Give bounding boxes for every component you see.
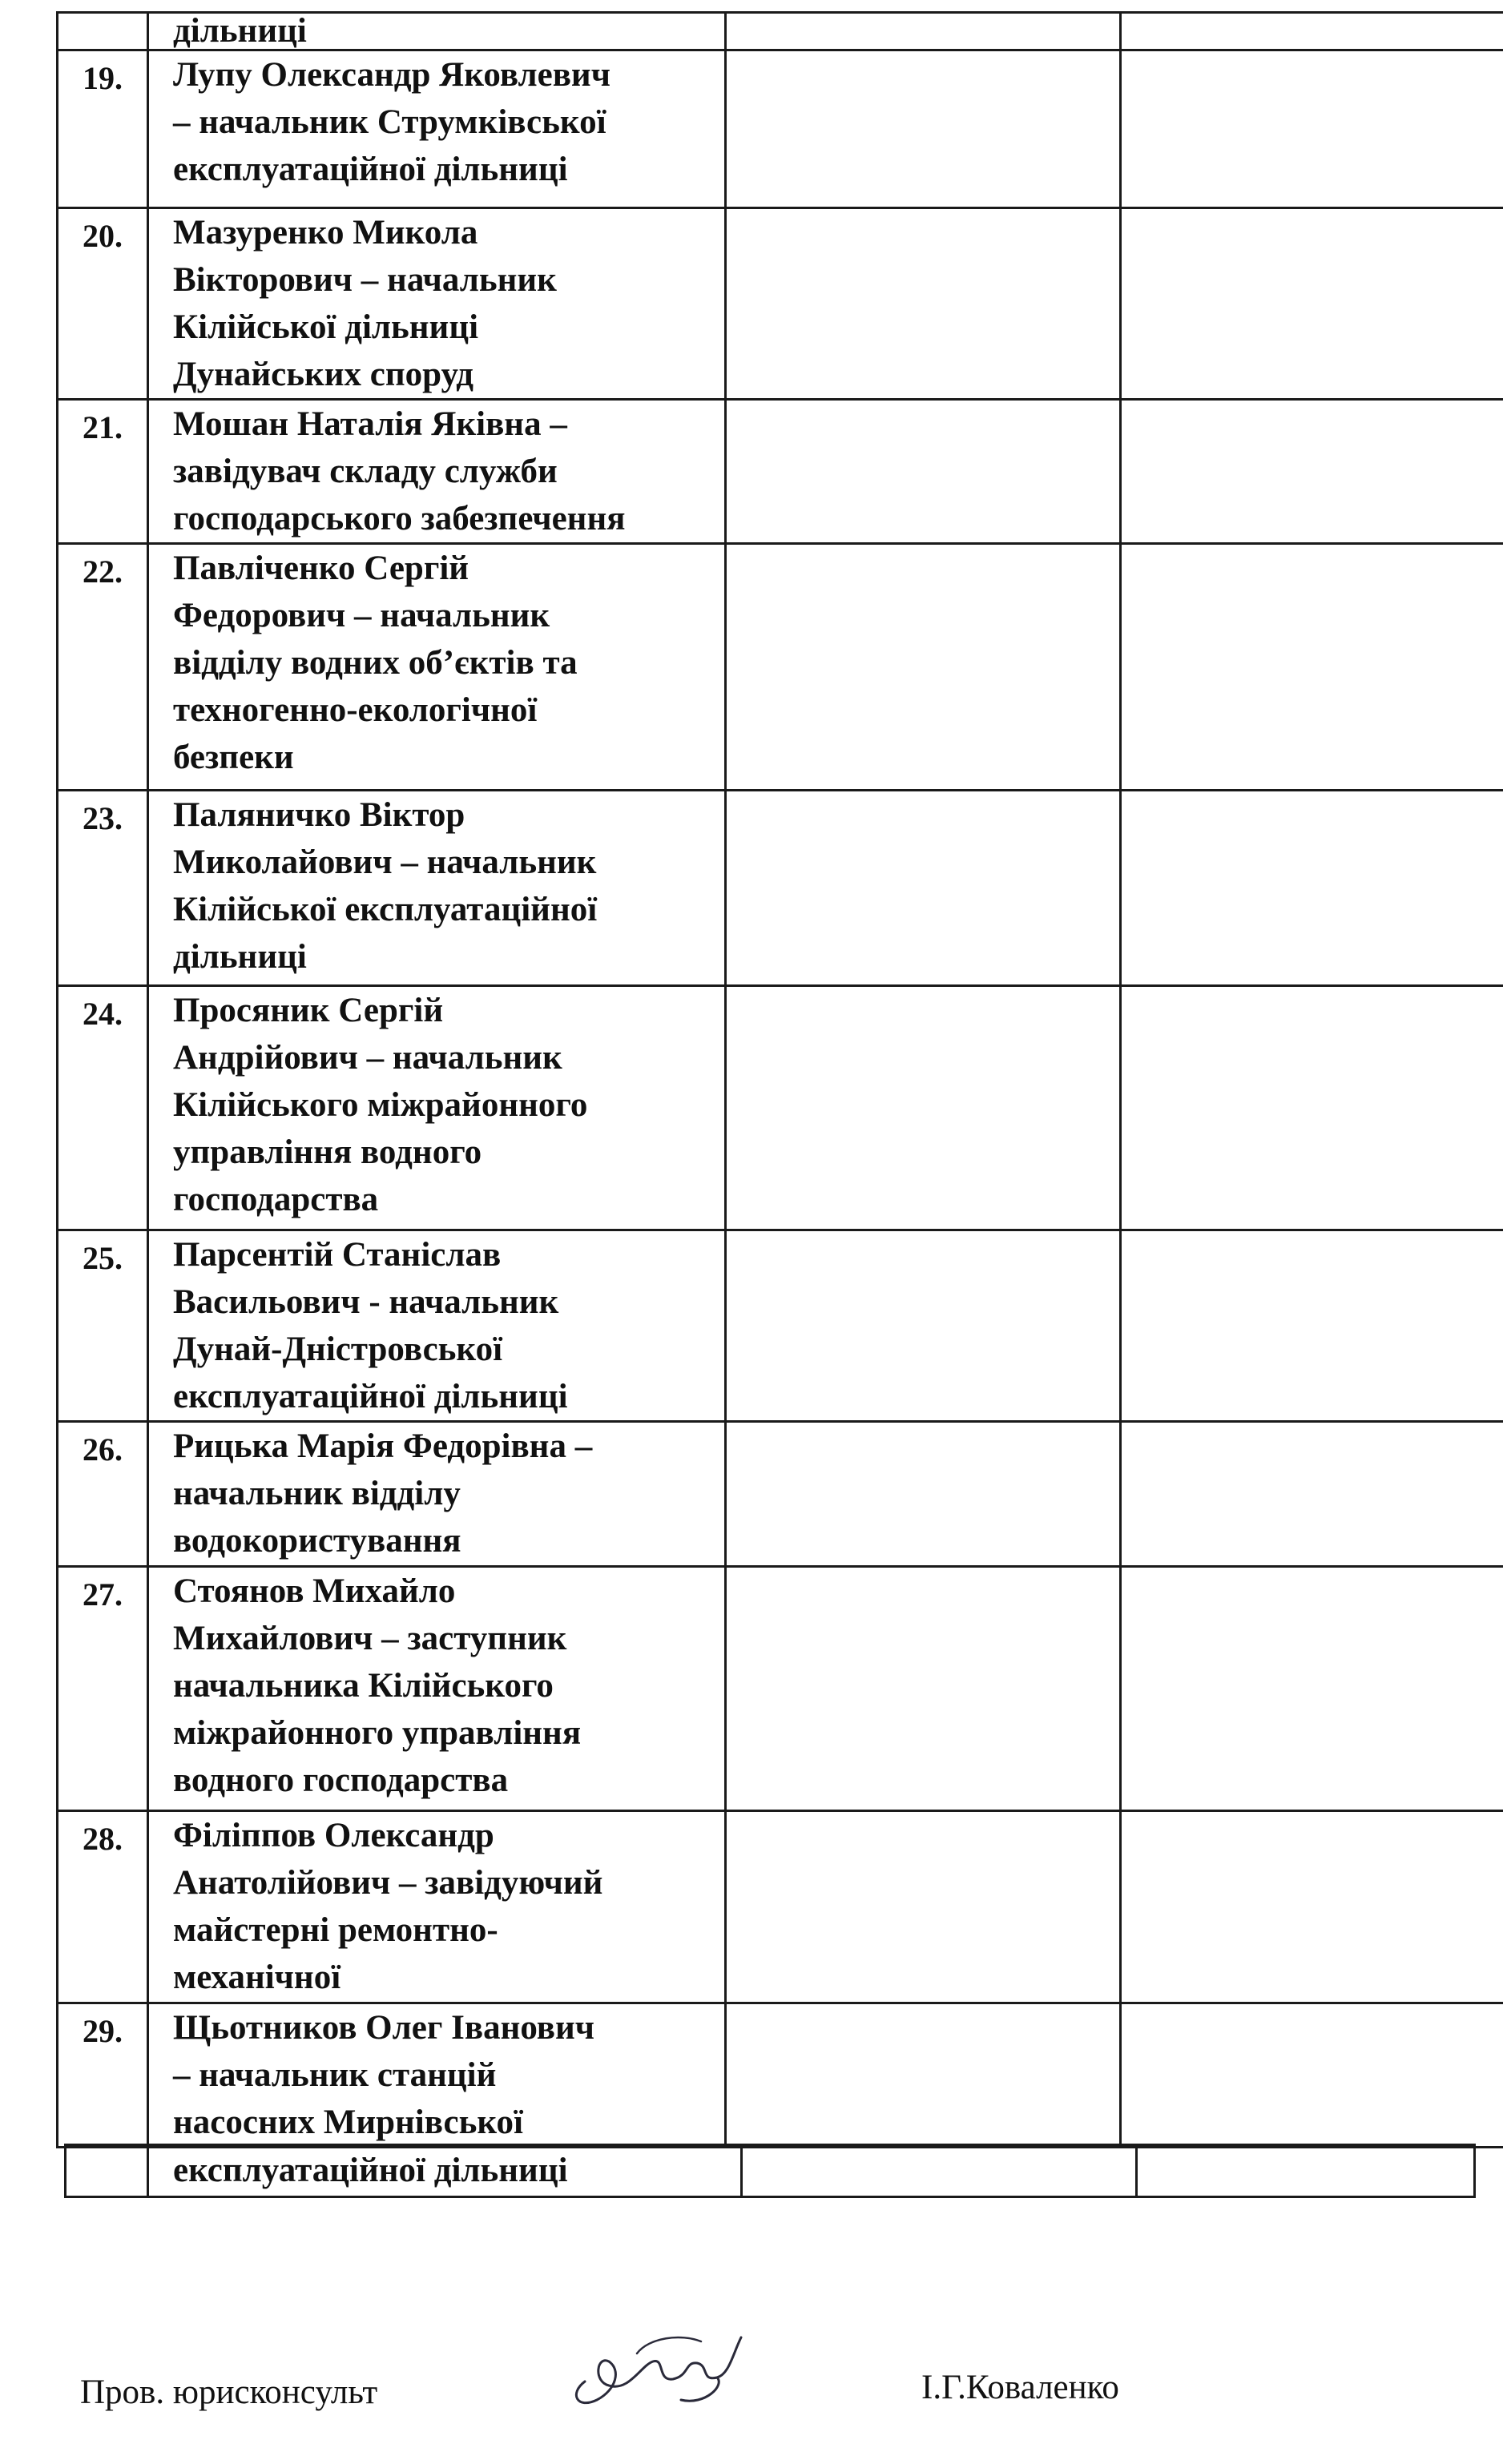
signature-cell	[726, 13, 1121, 50]
signature-cell	[726, 1230, 1121, 1422]
table-row	[58, 50, 1503, 208]
signature-cell	[726, 1567, 1121, 1811]
table-row	[66, 2145, 1475, 2197]
signature-cell	[726, 1422, 1121, 1567]
table-row	[58, 13, 1503, 50]
table-row	[58, 400, 1503, 544]
table-row	[58, 791, 1503, 986]
table-row	[58, 1567, 1503, 1811]
signature-cell	[726, 2003, 1121, 2148]
row-number-cell: 25.	[58, 1230, 148, 1422]
table-row	[58, 1422, 1503, 1567]
footer-position: Пров. юрисконсульт	[80, 2373, 378, 2411]
note-cell	[1121, 1422, 1503, 1567]
row-name-cell: Щьотников Олег Іванович – начальник станцій насосних Мирнівської	[148, 2003, 726, 2148]
row-name-cell: дільниці	[148, 13, 726, 50]
note-cell	[1121, 400, 1503, 544]
signature-cell	[726, 544, 1121, 791]
note-cell	[1121, 1811, 1503, 2003]
signature-cell	[742, 2145, 1137, 2197]
row-name-cell: Паляничко Віктор Миколайович – начальник Кілійської експлуатаційної дільниці	[148, 791, 726, 986]
row-number-cell: 21.	[58, 400, 148, 544]
row-name-cell: Парсентій Станіслав Васильович - начальник Дунай-Дністровської експлуатаційної дільниці	[148, 1230, 726, 1422]
signature-cell	[726, 50, 1121, 208]
row-number-cell: 23.	[58, 791, 148, 986]
note-cell	[1121, 544, 1503, 791]
row-name-cell: Філіппов Олександр Анатолійович – завідуючий майстерні ремонтно- механічної	[148, 1811, 726, 2003]
table-row	[58, 1230, 1503, 1422]
table-row	[58, 544, 1503, 791]
signature-cell	[726, 400, 1121, 544]
note-cell	[1121, 1567, 1503, 1811]
row-name-cell: Лупу Олександр Яковлевич – начальник Струмківської експлуатаційної дільниці	[148, 50, 726, 208]
row-number-cell: 20.	[58, 208, 148, 400]
continuation-table	[64, 2144, 1476, 2198]
note-cell	[1121, 986, 1503, 1230]
row-name-cell: Павліченко Сергій Федорович – начальник відділу водних об’єктів та техногенно-екологічної безпеки	[148, 544, 726, 791]
row-number-cell: 26.	[58, 1422, 148, 1567]
note-cell	[1121, 13, 1503, 50]
table-row	[58, 1811, 1503, 2003]
row-number-cell	[66, 2145, 148, 2197]
signature-cell	[726, 791, 1121, 986]
signature-cell	[726, 208, 1121, 400]
row-number-cell: 24.	[58, 986, 148, 1230]
signature-cell	[726, 1811, 1121, 2003]
staff-table	[56, 11, 1503, 2148]
note-cell	[1121, 791, 1503, 986]
table-row	[58, 986, 1503, 1230]
row-number-cell: 29.	[58, 2003, 148, 2148]
signature-cell	[726, 986, 1121, 1230]
row-name-cell: експлуатаційної дільниці	[148, 2145, 742, 2197]
row-number-cell: 22.	[58, 544, 148, 791]
table-row	[58, 208, 1503, 400]
footer-signer-name: І.Г.Коваленко	[921, 2369, 1119, 2406]
row-name-cell: Мошан Наталія Яківна – завідувач складу служби господарського забезпечення	[148, 400, 726, 544]
row-name-cell: Мазуренко Микола Вікторович – начальник Кілійської дільниці Дунайських споруд	[148, 208, 726, 400]
row-name-cell: Просяник Сергій Андрійович – начальник Кілійського міжрайонного управління водного господарства	[148, 986, 726, 1230]
handwritten-signature	[561, 2305, 753, 2418]
note-cell	[1121, 1230, 1503, 1422]
row-name-cell: Стоянов Михайло Михайлович – заступник начальника Кілійського міжрайонного управління водного господарства	[148, 1567, 726, 1811]
note-cell	[1121, 50, 1503, 208]
row-number-cell	[58, 13, 148, 50]
note-cell	[1137, 2145, 1475, 2197]
row-number-cell: 28.	[58, 1811, 148, 2003]
row-number-cell: 27.	[58, 1567, 148, 1811]
table-row	[58, 2003, 1503, 2148]
row-number-cell: 19.	[58, 50, 148, 208]
note-cell	[1121, 208, 1503, 400]
row-name-cell: Рицька Марія Федорівна – начальник відділу водокористування	[148, 1422, 726, 1567]
note-cell	[1121, 2003, 1503, 2148]
